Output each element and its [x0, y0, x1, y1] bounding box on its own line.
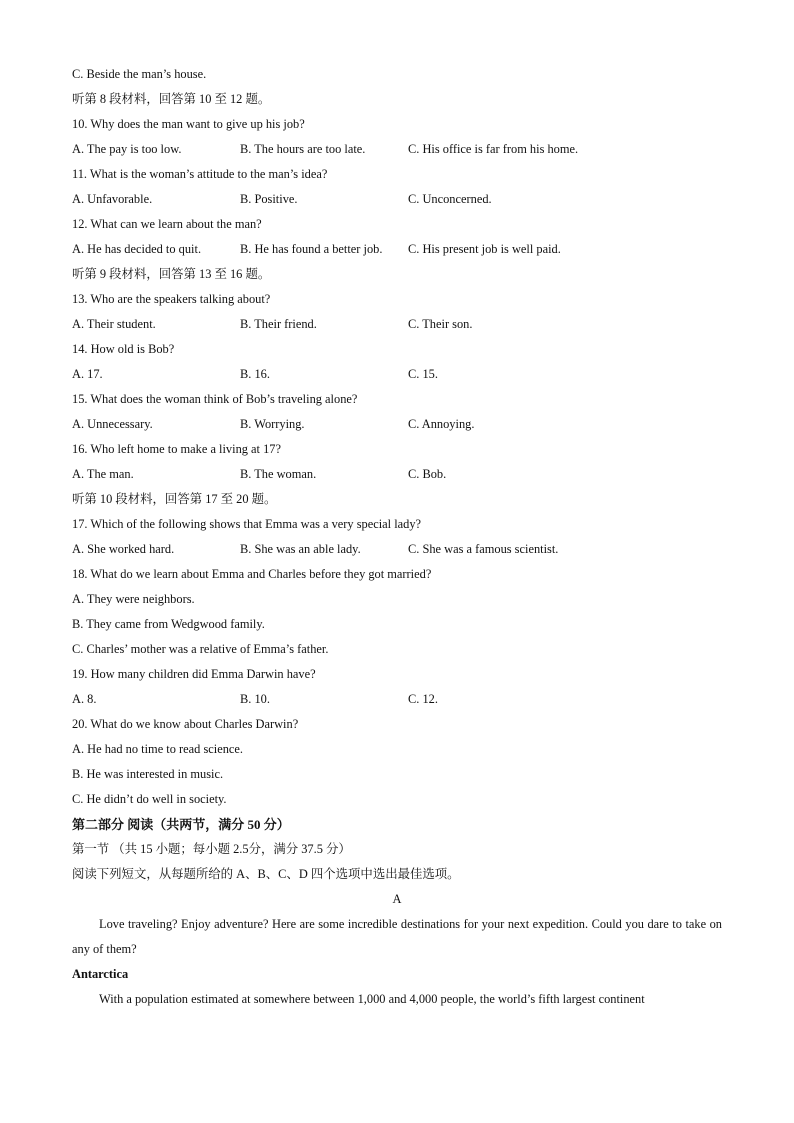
option-b: B. The hours are too late. [240, 142, 366, 156]
option-a: A. Unnecessary. [72, 417, 153, 431]
question-19-options [72, 687, 722, 712]
reading-instructions: 阅读下列短文，从每题所给的 A、B、C、D 四个选项中选出最佳选项。 [72, 867, 460, 881]
question-17-options [72, 537, 722, 562]
option-b: B. He has found a better job. [240, 242, 383, 256]
option-c: C. She was a famous scientist. [408, 542, 559, 556]
question-15-options [72, 412, 722, 437]
question-10: 10. Why does the man want to give up his job? [72, 117, 305, 131]
option-a: A. Their student. [72, 317, 156, 331]
option-b: B. 16. [240, 367, 270, 381]
question-12-options [72, 237, 722, 262]
option-line: C. Beside the man’s house. [72, 67, 207, 81]
subheading-antarctica: Antarctica [72, 967, 129, 981]
option-c: C. Bob. [408, 467, 447, 481]
question-10-options [72, 137, 722, 162]
section-instruction: 听第 10 段材料，回答第 17 至 20 题。 [72, 492, 277, 506]
question-18: 18. What do we learn about Emma and Charles before they got married? [72, 567, 432, 581]
option-c: C. Their son. [408, 317, 473, 331]
option-a: A. The pay is too low. [72, 142, 182, 156]
question-20: 20. What do we know about Charles Darwin? [72, 717, 299, 731]
question-19: 19. How many children did Emma Darwin have? [72, 667, 316, 681]
option-c: C. Annoying. [408, 417, 475, 431]
question-16: 16. Who left home to make a living at 17? [72, 442, 281, 456]
passage-paragraph: Love traveling? Enjoy adventure? Here are some incredible destinations for your next expedition. Could you dare to take on any of them? [72, 917, 722, 956]
part-heading: 第二部分 阅读（共两节，满分 50 分） [72, 817, 290, 832]
option-b: B. They came from Wedgwood family. [72, 617, 265, 631]
option-a: A. They were neighbors. [72, 592, 195, 606]
option-a: A. He had no time to read science. [72, 742, 243, 756]
question-14: 14. How old is Bob? [72, 342, 175, 356]
option-a: A. Unfavorable. [72, 192, 153, 206]
section-instruction: 听第 9 段材料，回答第 13 至 16 题。 [72, 267, 271, 281]
question-15: 15. What does the woman think of Bob’s traveling alone? [72, 392, 358, 406]
option-b: B. The woman. [240, 467, 317, 481]
option-c: C. His office is far from his home. [408, 142, 579, 156]
section-heading: 第一节 （共 15 小题；每小题 2.5分，满分 37.5 分） [72, 842, 351, 856]
option-c: C. His present job is well paid. [408, 242, 561, 256]
question-11: 11. What is the woman’s attitude to the man’s idea? [72, 167, 328, 181]
question-13-options [72, 312, 722, 337]
option-c: C. 12. [408, 692, 438, 706]
option-b: B. Their friend. [240, 317, 317, 331]
question-16-options [72, 462, 722, 487]
option-c: C. Unconcerned. [408, 192, 492, 206]
option-c: C. Charles’ mother was a relative of Emma’s father. [72, 642, 329, 656]
option-a: A. The man. [72, 467, 134, 481]
option-c: C. He didn’t do well in society. [72, 792, 227, 806]
option-a: A. 17. [72, 367, 103, 381]
question-13: 13. Who are the speakers talking about? [72, 292, 271, 306]
question-11-options [72, 187, 722, 212]
question-17: 17. Which of the following shows that Emma was a very special lady? [72, 517, 422, 531]
option-b: B. She was an able lady. [240, 542, 361, 556]
option-a: A. She worked hard. [72, 542, 175, 556]
option-a: A. He has decided to quit. [72, 242, 202, 256]
option-a: A. 8. [72, 692, 97, 706]
section-instruction: 听第 8 段材料，回答第 10 至 12 题。 [72, 92, 271, 106]
passage-paragraph: With a population estimated at somewhere between 1,000 and 4,000 people, the world’s fifth largest continent [99, 992, 645, 1006]
option-b: B. Positive. [240, 192, 298, 206]
option-b: B. Worrying. [240, 417, 305, 431]
question-12: 12. What can we learn about the man? [72, 217, 262, 231]
document-page [72, 62, 722, 1012]
passage-label: A [392, 892, 402, 906]
option-b: B. He was interested in music. [72, 767, 224, 781]
question-14-options [72, 362, 722, 387]
option-c: C. 15. [408, 367, 438, 381]
option-b: B. 10. [240, 692, 270, 706]
